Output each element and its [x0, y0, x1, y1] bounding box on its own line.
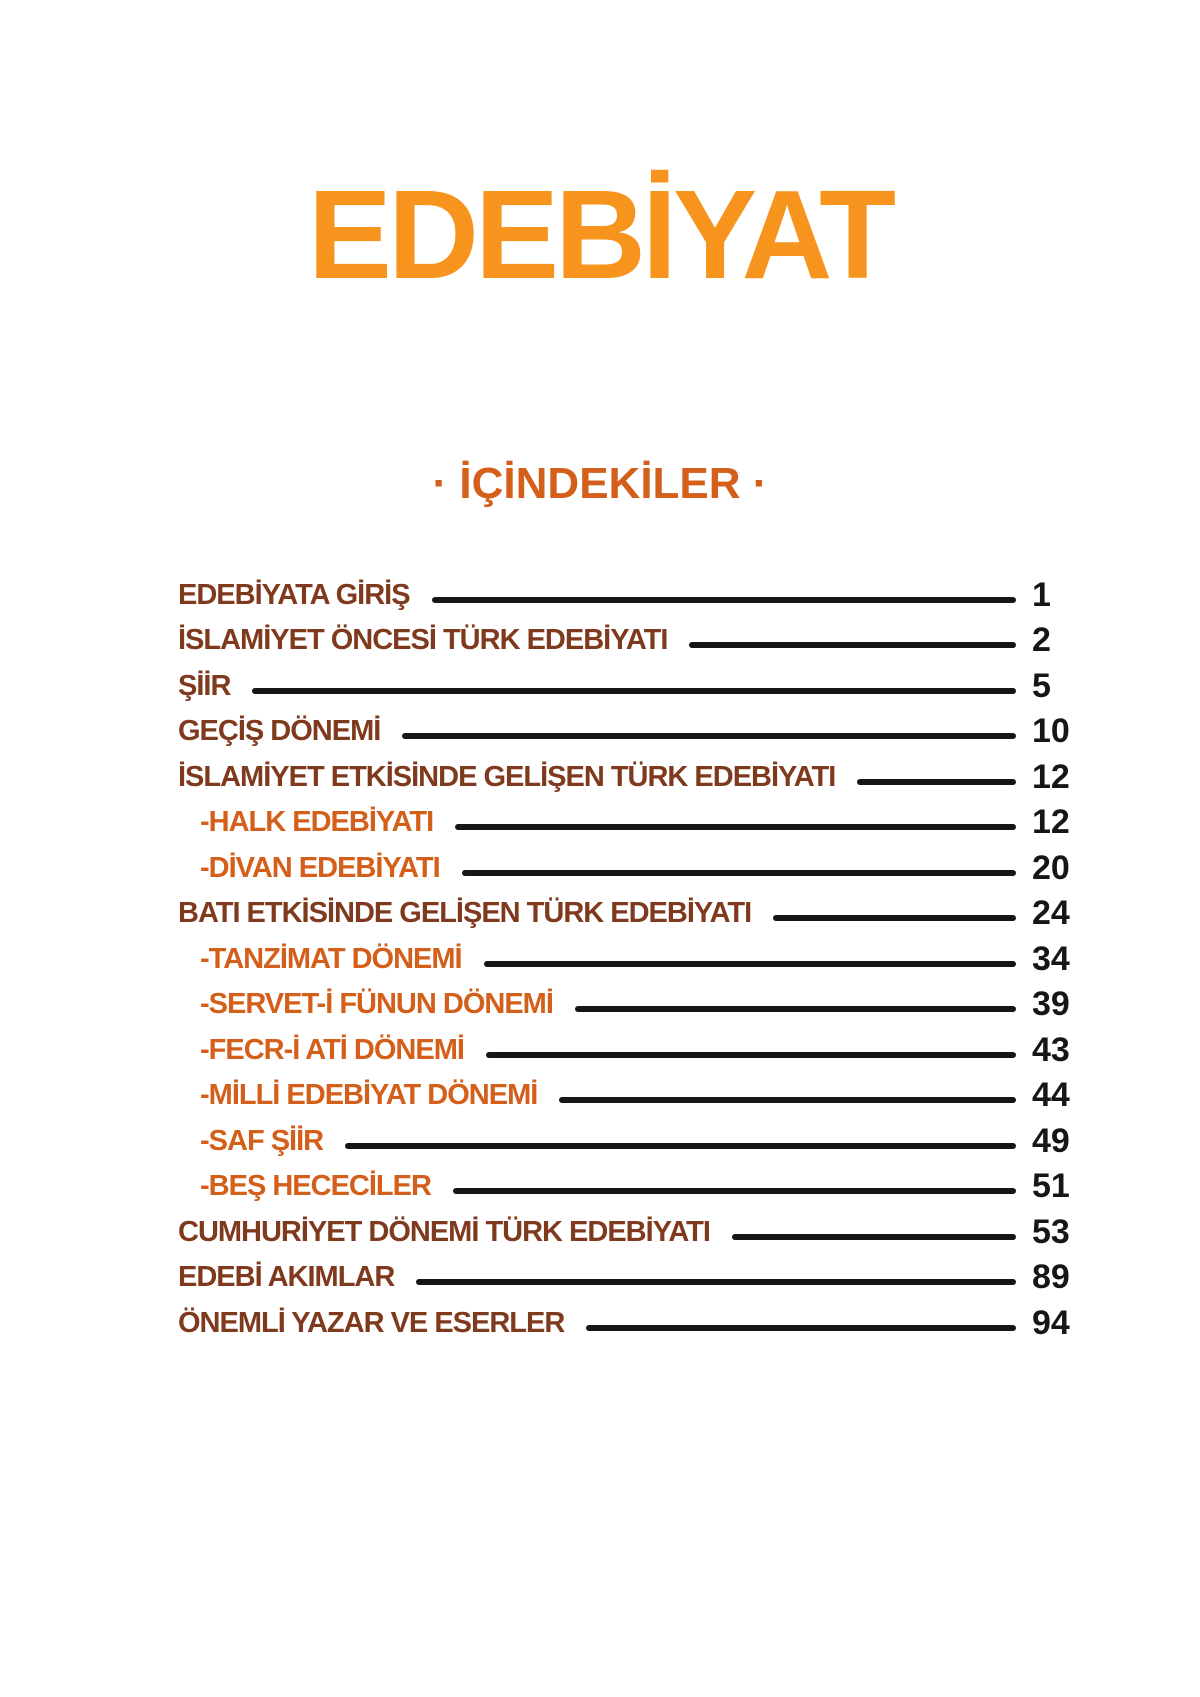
- toc-row: [178, 1249, 1090, 1295]
- toc-leader-line: [689, 642, 1016, 648]
- toc-entry-label: -MİLLİ EDEBİYAT DÖNEMİ: [200, 1079, 538, 1112]
- toc-row: [178, 930, 1090, 976]
- toc-entry-label: İSLAMİYET ETKİSİNDE GELİŞEN TÜRK EDEBİYATI: [178, 760, 836, 793]
- toc-entry-label: EDEBİYATA GİRİŞ: [178, 578, 410, 611]
- toc-page-number: 94: [1032, 1303, 1070, 1342]
- toc-row: [178, 703, 1090, 749]
- toc-row: [178, 657, 1090, 703]
- toc-leader-line: [732, 1234, 1016, 1240]
- toc-row: [178, 612, 1090, 658]
- toc-entry-label: -FECR-İ ATİ DÖNEMİ: [200, 1033, 464, 1066]
- toc-entry-label: -DİVAN EDEBİYATI: [200, 851, 440, 884]
- toc-row: [178, 839, 1090, 885]
- toc-entry-label: -SAF ŞİİR: [200, 1124, 324, 1157]
- toc-page-number: 49: [1032, 1121, 1070, 1160]
- toc-page-number: 12: [1032, 757, 1070, 796]
- toc-entry-label: CUMHURİYET DÖNEMİ TÜRK EDEBİYATI: [178, 1215, 710, 1248]
- toc-leader-line: [416, 1279, 1016, 1285]
- page-title: EDEBİYAT: [307, 164, 893, 305]
- toc-leader-line: [559, 1097, 1016, 1103]
- toc-row: [178, 976, 1090, 1022]
- toc-page-number: 2: [1032, 621, 1051, 659]
- toc-row: [178, 748, 1090, 794]
- toc-entry-label: -TANZİMAT DÖNEMİ: [200, 942, 462, 975]
- toc-leader-line: [453, 1188, 1016, 1194]
- toc-page-number: 5: [1032, 666, 1051, 705]
- table-of-contents: [178, 566, 1090, 1340]
- toc-row: [178, 1112, 1090, 1158]
- toc-entry-label: ÖNEMLİ YAZAR VE ESERLER: [178, 1306, 565, 1339]
- toc-leader-line: [432, 597, 1016, 603]
- toc-page-number: 39: [1032, 985, 1070, 1023]
- toc-entry-label: -BEŞ HECECİLER: [200, 1170, 431, 1203]
- toc-page-number: 51: [1032, 1167, 1070, 1205]
- toc-leader-line: [857, 779, 1016, 785]
- toc-row: [178, 1158, 1090, 1204]
- toc-heading: · İÇİNDEKİLER ·: [432, 459, 768, 508]
- toc-leader-line: [455, 824, 1016, 830]
- toc-page-number: 53: [1032, 1212, 1070, 1251]
- toc-leader-line: [484, 961, 1016, 967]
- toc-entry-label: ŞİİR: [178, 669, 231, 702]
- toc-page-number: 20: [1032, 848, 1070, 887]
- toc-page-number: 43: [1032, 1030, 1070, 1069]
- toc-page-number: 24: [1032, 894, 1070, 932]
- toc-entry-label: -SERVET-İ FÜNUN DÖNEMİ: [200, 988, 553, 1021]
- toc-row: [178, 1021, 1090, 1067]
- toc-row: [178, 1203, 1090, 1249]
- toc-entry-label: BATI ETKİSİNDE GELİŞEN TÜRK EDEBİYATI: [178, 897, 752, 930]
- toc-page-number: 34: [1032, 939, 1070, 978]
- toc-leader-line: [402, 733, 1016, 739]
- toc-row: [178, 566, 1090, 612]
- toc-row: [178, 1067, 1090, 1113]
- toc-entry-label: GEÇİŞ DÖNEMİ: [178, 715, 381, 748]
- toc-page-number: 12: [1032, 803, 1070, 841]
- toc-leader-line: [486, 1052, 1016, 1058]
- toc-row: [178, 885, 1090, 931]
- toc-page-number: 10: [1032, 712, 1070, 750]
- toc-page-number: 89: [1032, 1258, 1070, 1296]
- toc-entry-label: -HALK EDEBİYATI: [200, 806, 434, 839]
- toc-entry-label: İSLAMİYET ÖNCESİ TÜRK EDEBİYATI: [178, 624, 668, 657]
- toc-leader-line: [575, 1006, 1016, 1012]
- toc-entry-label: EDEBİ AKIMLAR: [178, 1261, 395, 1294]
- toc-page-number: 44: [1032, 1076, 1070, 1114]
- toc-page-number: 1: [1032, 575, 1051, 614]
- toc-row: [178, 1294, 1090, 1340]
- toc-leader-line: [252, 688, 1016, 694]
- toc-row: [178, 794, 1090, 840]
- toc-leader-line: [586, 1325, 1016, 1331]
- toc-leader-line: [345, 1143, 1016, 1149]
- toc-leader-line: [462, 870, 1016, 876]
- toc-leader-line: [773, 915, 1016, 921]
